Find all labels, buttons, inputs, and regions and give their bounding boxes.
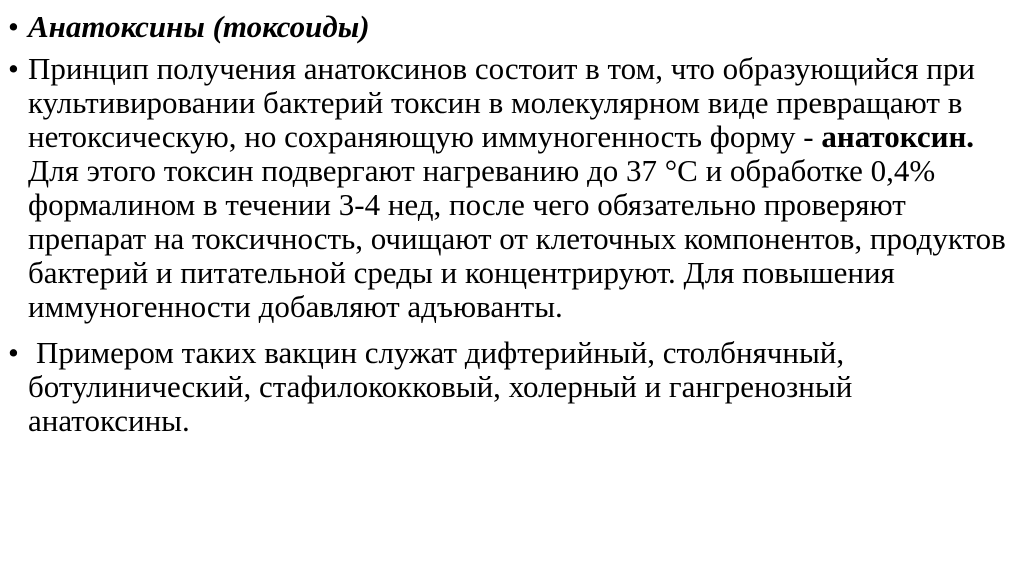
bullet-icon: • — [8, 51, 19, 86]
bullet-icon: • — [8, 9, 19, 44]
list-item-examples — [8, 336, 1008, 438]
bullet-list — [8, 10, 1008, 438]
principle-text-end: Для этого токсин подвергают нагреванию до 37 °С и обработке 0,4% формалином в течении 3-4 нед, после чего обязательно проверяют препарат на токсичность, очищают от клеточных компонентов, продуктов бактерий и питательной среды и концентрируют. Для повышения иммуногенности добавляют адъюванты. — [28, 153, 1006, 324]
list-item-heading — [8, 10, 1008, 44]
bullet-icon: • — [8, 335, 19, 370]
examples-text: Примером таких вакцин служат дифтерийный, столбнячный, ботулинический, стафилококковый, холерный и гангренозный анатоксины. — [28, 335, 853, 438]
list-item-principle — [8, 52, 1008, 324]
principle-bold-term: анатоксин. — [821, 119, 975, 154]
principle-text-start: Принцип получения анатоксинов состоит в том, что образующийся при культивировании бактерий токсин в молекулярном виде превращают в нетоксическую, но сохраняющую иммуногенность форму - — [28, 51, 975, 154]
slide-heading: Анатоксины (токсоиды) — [28, 9, 370, 44]
